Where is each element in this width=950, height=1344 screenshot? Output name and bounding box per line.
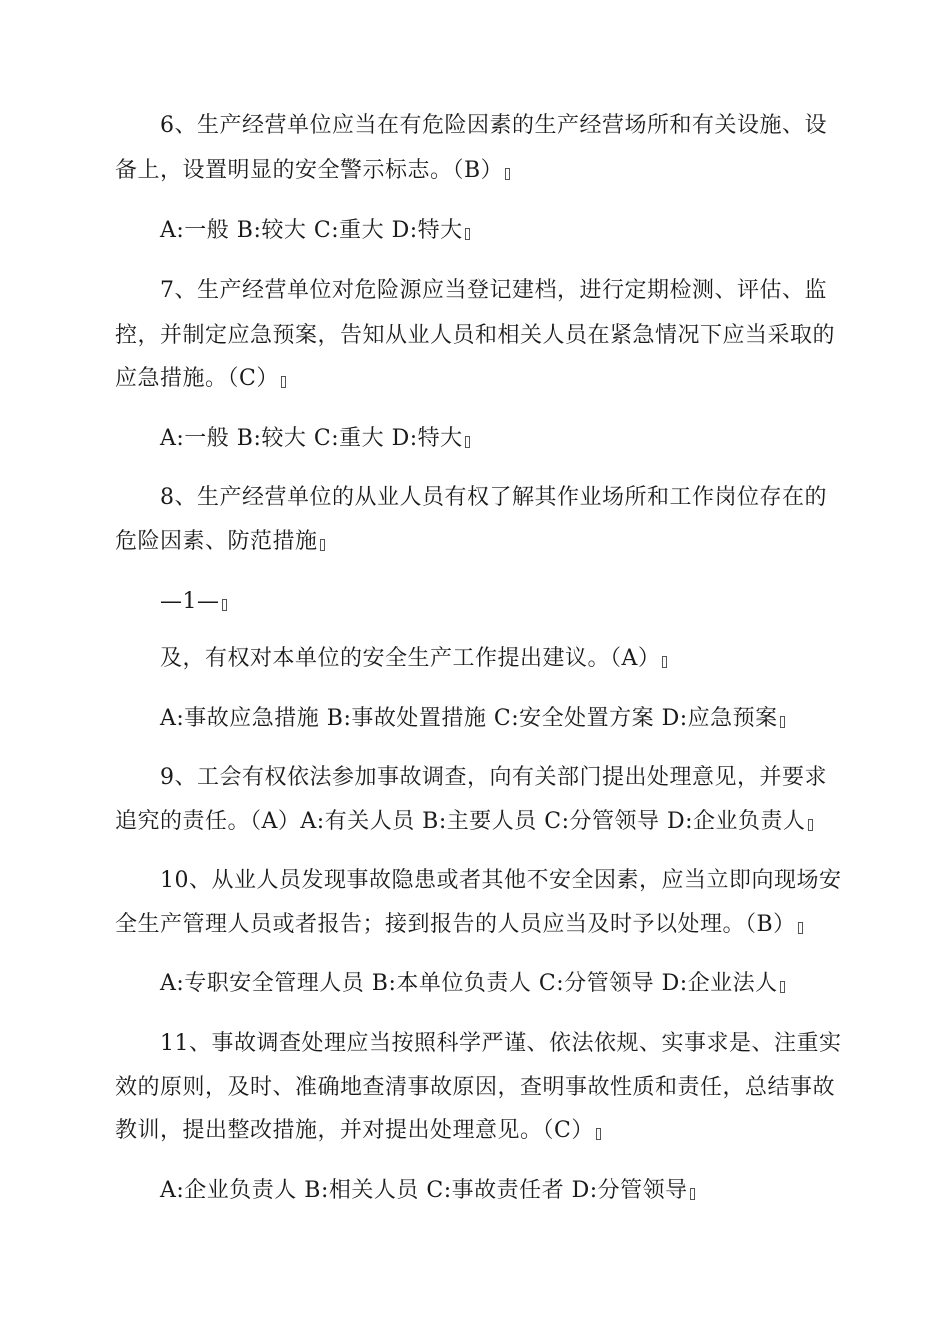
q7-options-content: A:一般 B:较大 C:重大 D:特大 [160,426,463,451]
q9-text-line-1-content: 9、工会有权依法参加事故调查，向有关部门提出处理意见，并要求 [160,765,827,790]
q7-text-line-3 [115,365,286,393]
paragraph-mark-icon [596,1128,601,1140]
q6-text-line-1-content: 6、生产经营单位应当在有危险因素的生产经营场所和有关设施、设 [160,113,827,138]
paragraph-mark-icon [808,819,813,831]
q10-text-line-2 [115,911,803,939]
q10-text-line-2-content: 全生产管理人员或者报告；接到报告的人员应当及时予以处理。（B） [115,912,796,937]
q8-text-line-2 [115,528,325,556]
q8-options [160,705,785,733]
q6-text-line-2 [115,157,510,185]
paragraph-mark-icon [465,228,470,240]
q11-text-line-1-content: 11、事故调查处理应当按照科学严谨、依法依规、实事求是、注重实 [160,1031,842,1056]
q7-text-line-2 [115,322,835,350]
q9-text-line-1 [160,764,827,792]
paragraph-mark-icon [281,376,286,388]
paragraph-mark-icon [780,981,785,993]
q6-text-line-2-content: 备上，设置明显的安全警示标志。（B） [115,158,504,183]
q11-text-line-2 [115,1074,835,1102]
q8-text-line-2-content: 危险因素、防范措施 [115,529,318,554]
q9-text-line-2-content: 追究的责任。（A）A:有关人员 B:主要人员 C:分管领导 D:企业负责人 [115,809,806,834]
q7-text-line-1-content: 7、生产经营单位对危险源应当登记建档，进行定期检测、评估、监 [160,278,827,303]
paragraph-mark-icon [690,1188,695,1200]
q6-text-line-1 [160,112,827,140]
page-number [160,588,227,616]
q7-text-line-2-content: 控，并制定应急预案，告知从业人员和相关人员在紧急情况下应当采取的 [115,323,836,348]
q6-options-content: A:一般 B:较大 C:重大 D:特大 [160,218,463,243]
q8-text-line-1 [160,484,827,512]
q11-text-line-3 [115,1117,601,1145]
paragraph-mark-icon [222,599,227,611]
q8-options-content: A:事故应急措施 B:事故处置措施 C:安全处置方案 D:应急预案 [160,706,778,731]
q10-options-content: A:专职安全管理人员 B:本单位负责人 C:分管领导 D:企业法人 [160,971,778,996]
page-number-content: —1— [160,589,220,614]
paragraph-mark-icon [662,656,667,668]
q10-options [160,970,785,998]
q8-text-line-3 [160,645,667,673]
paragraph-mark-icon [320,539,325,551]
q6-options [160,217,470,245]
paragraph-mark-icon [780,716,785,728]
q8-text-line-3-content: 及，有权对本单位的安全生产工作提出建议。（A） [160,646,661,671]
q11-options-content: A:企业负责人 B:相关人员 C:事故责任者 D:分管领导 [160,1178,688,1203]
q7-text-line-1 [160,277,827,305]
q10-text-line-1 [160,867,842,895]
q11-options [160,1177,695,1205]
q7-options [160,425,470,453]
q11-text-line-1 [160,1030,842,1058]
paragraph-mark-icon [798,922,803,934]
paragraph-mark-icon [465,436,470,448]
q11-text-line-2-content: 效的原则，及时、准确地查清事故原因，查明事故性质和责任，总结事故 [115,1075,836,1100]
q8-text-line-1-content: 8、生产经营单位的从业人员有权了解其作业场所和工作岗位存在的 [160,485,827,510]
paragraph-mark-icon [505,168,510,180]
q9-text-line-2 [115,808,813,836]
q7-text-line-3-content: 应急措施。（C） [115,366,279,391]
q10-text-line-1-content: 10、从业人员发现事故隐患或者其他不安全因素，应当立即向现场安 [160,868,842,893]
q11-text-line-3-content: 教训，提出整改措施，并对提出处理意见。（C） [115,1118,594,1143]
